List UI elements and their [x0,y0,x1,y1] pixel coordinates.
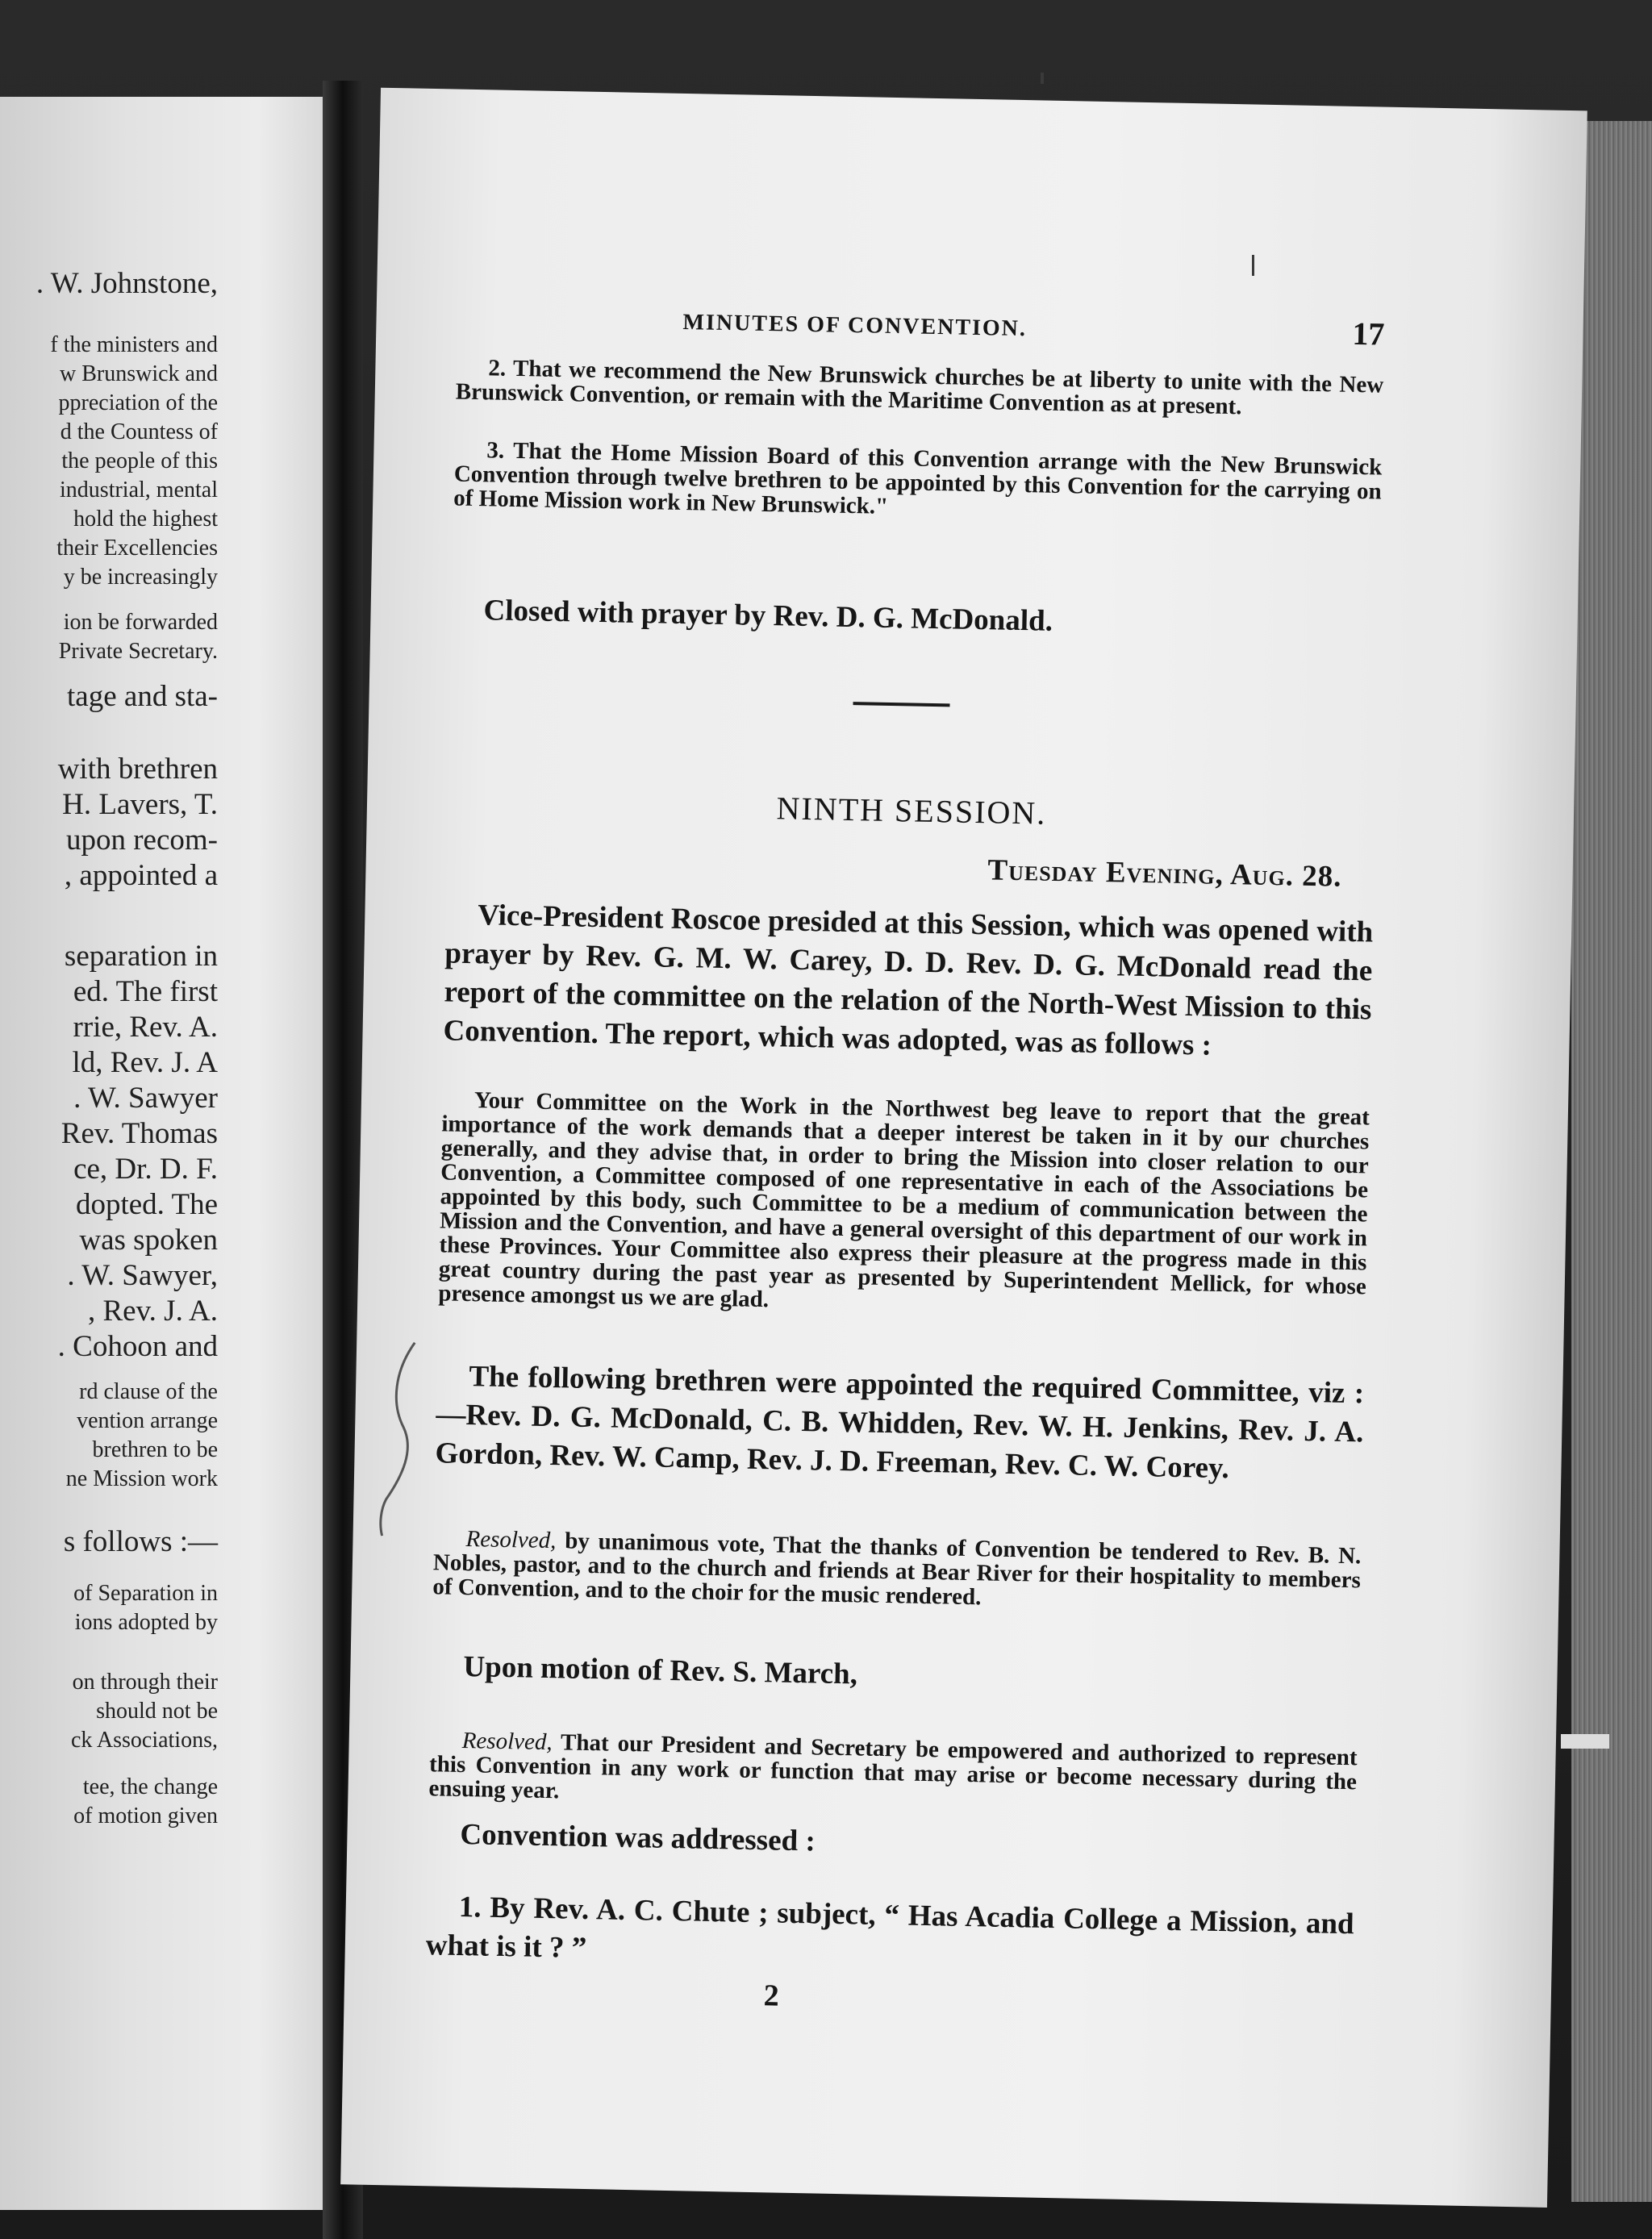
previous-page-line: d the Countess of [60,419,218,444]
previous-page-line: y be increasingly [63,565,218,590]
previous-page-line: tage and sta- [67,680,218,713]
paragraph-roscoe: Vice-President Roscoe presided at this Session, which was opened with prayer by Rev. G. M. W. Carey, D. D. Rev. D. G. McDonald read the report of the committee on the relation of the North-West Mission to this Convention. The report, which was adopted, was as follows : [443,899,1374,1062]
previous-page-line: ck Associations, [71,1728,218,1753]
previous-page-line: ld, Rev. J. A [72,1046,218,1079]
resolution-thanks [432,1526,1362,1616]
previous-page-line: f the ministers and [50,332,218,357]
previous-page-line: w Brunswick and [60,361,218,386]
paragraph-committee-members: The following brethren were appointed the required Committee, viz :—Rev. D. G. McDonald, C. B. Whidden, Rev. W. H. Jenkins, Rev. J. A. Gordon, Rev. W. Camp, Rev. J. D. Freeman, Rev. C. W. Corey. [435,1360,1365,1486]
resolution-item-2: 2. That we recommend the New Brunswick churches be at liberty to unite with the New Brunswick Convention, or remain with the Maritime Convention as at present. [455,355,1384,420]
previous-page-line: Rev. Thomas [60,1117,218,1150]
closing-prayer: Closed with prayer by Rev. D. G. McDonald. [483,594,1053,638]
session-date: Tuesday Evening, Aug. 28. [987,853,1342,894]
address-item-1: 1. By Rev. A. C. Chute ; subject, “ Has Acadia College a Mission, and what is it ? ” [425,1890,1354,1966]
previous-page-line: of Separation in [73,1581,218,1606]
page-content [425,90,1389,2013]
previous-page-line: dopted. The [75,1188,218,1221]
previous-page-line: . W. Johnstone, [35,267,218,300]
previous-page-fragment [0,97,323,2210]
previous-page-line: of motion given [73,1803,218,1828]
previous-page-line: , appointed a [64,859,218,892]
previous-page-line: rd clause of the [79,1379,218,1404]
motion-line: Upon motion of Rev. S. March, [463,1650,858,1691]
resolution-thanks-text: by unanimous vote, That the thanks of Convention be tendered to Rev. B. N. Nobles, pastor, and to the church and friends at Bear River for their hospitality to members of Convention, and to the choir for the music rendered. [432,1528,1362,1611]
previous-page-line: tee, the change [82,1774,218,1799]
resolution-president-text: That our President and Secretary be empowered and authorized to represent this Convention in any work or function that may arise or become necessary during the ensuing year. [428,1729,1358,1804]
previous-page-line: ion be forwarded [63,610,218,635]
torn-edge [1561,1734,1609,1749]
previous-page-line: on through their [72,1670,218,1695]
resolved-label: Resolved, [461,1728,553,1756]
addressed-line: Convention was addressed : [460,1817,816,1858]
dust-speck [1041,73,1044,84]
previous-page-line: the people of this [61,448,218,473]
resolution-item-3: 3. That the Home Mission Board of this Convention arrange with the New Brunswick Convention through twelve brethren to be appointed by this Convention for the carrying on of Home Mission work in New Brunswick." [453,437,1383,519]
previous-page-line: . W. Sawyer [73,1082,218,1115]
previous-page-line: was spoken [79,1224,218,1257]
previous-page-line: ions adopted by [74,1610,218,1635]
page-header [457,298,1385,356]
signature-mark: 2 [763,1978,780,2013]
section-rule [853,702,949,707]
previous-page-line: with brethren [57,753,218,786]
previous-page-line: ppreciation of the [58,390,218,415]
dust-speck [1252,255,1254,276]
previous-page-line: brethren to be [92,1437,218,1462]
previous-page-line: should not be [96,1699,218,1724]
page-edges [1571,121,1652,2202]
session-title: NINTH SESSION. [776,790,1047,832]
resolution-president [428,1728,1358,1818]
previous-page-line: upon recom- [65,823,218,857]
previous-page-line: rrie, Rev. A. [73,1011,218,1044]
running-head: MINUTES OF CONVENTION. [682,309,1028,342]
previous-page-line: hold the highest [73,507,218,532]
previous-page-line: . Cohoon and [57,1330,218,1363]
previous-page-line: s follows :— [63,1525,218,1558]
previous-page-line: vention arrange [77,1408,218,1433]
previous-page-line: Private Secretary. [58,639,218,664]
resolved-label: Resolved, [465,1526,557,1554]
previous-page-line: . W. Sawyer, [67,1259,218,1292]
page-number: 17 [1352,315,1385,352]
previous-page-line: industrial, mental [60,477,218,502]
previous-page-line: H. Lavers, T. [62,788,218,821]
page [340,88,1587,2208]
pencil-bracket-mark [378,1338,430,1541]
previous-page-line: ce, Dr. D. F. [73,1153,218,1186]
previous-page-line: ne Mission work [65,1466,218,1491]
previous-page-line: separation in [64,940,218,973]
committee-report: Your Committee on the Work in the Northwest beg leave to report that the great importance of the work demands that a deeper interest be taken in it by our churches generally, and they advise that, in order to bring the Mission into closer relation to our Convention, a Committee composed of one representative in each of the Associations be appointed by this body, such Committee to be a medium of communication between the Mission and the Convention, and have a general oversight of this department of our work in these Provinces. Your Committee also express their pleasure at the progress made in this great country during the past year as presented by Superintendent Mellick, for whose presence amongst us we are glad. [438,1087,1370,1313]
previous-page-line: , Rev. J. A. [87,1295,218,1328]
previous-page-line: ed. The first [73,975,218,1008]
previous-page-line: their Excellencies [56,536,218,561]
